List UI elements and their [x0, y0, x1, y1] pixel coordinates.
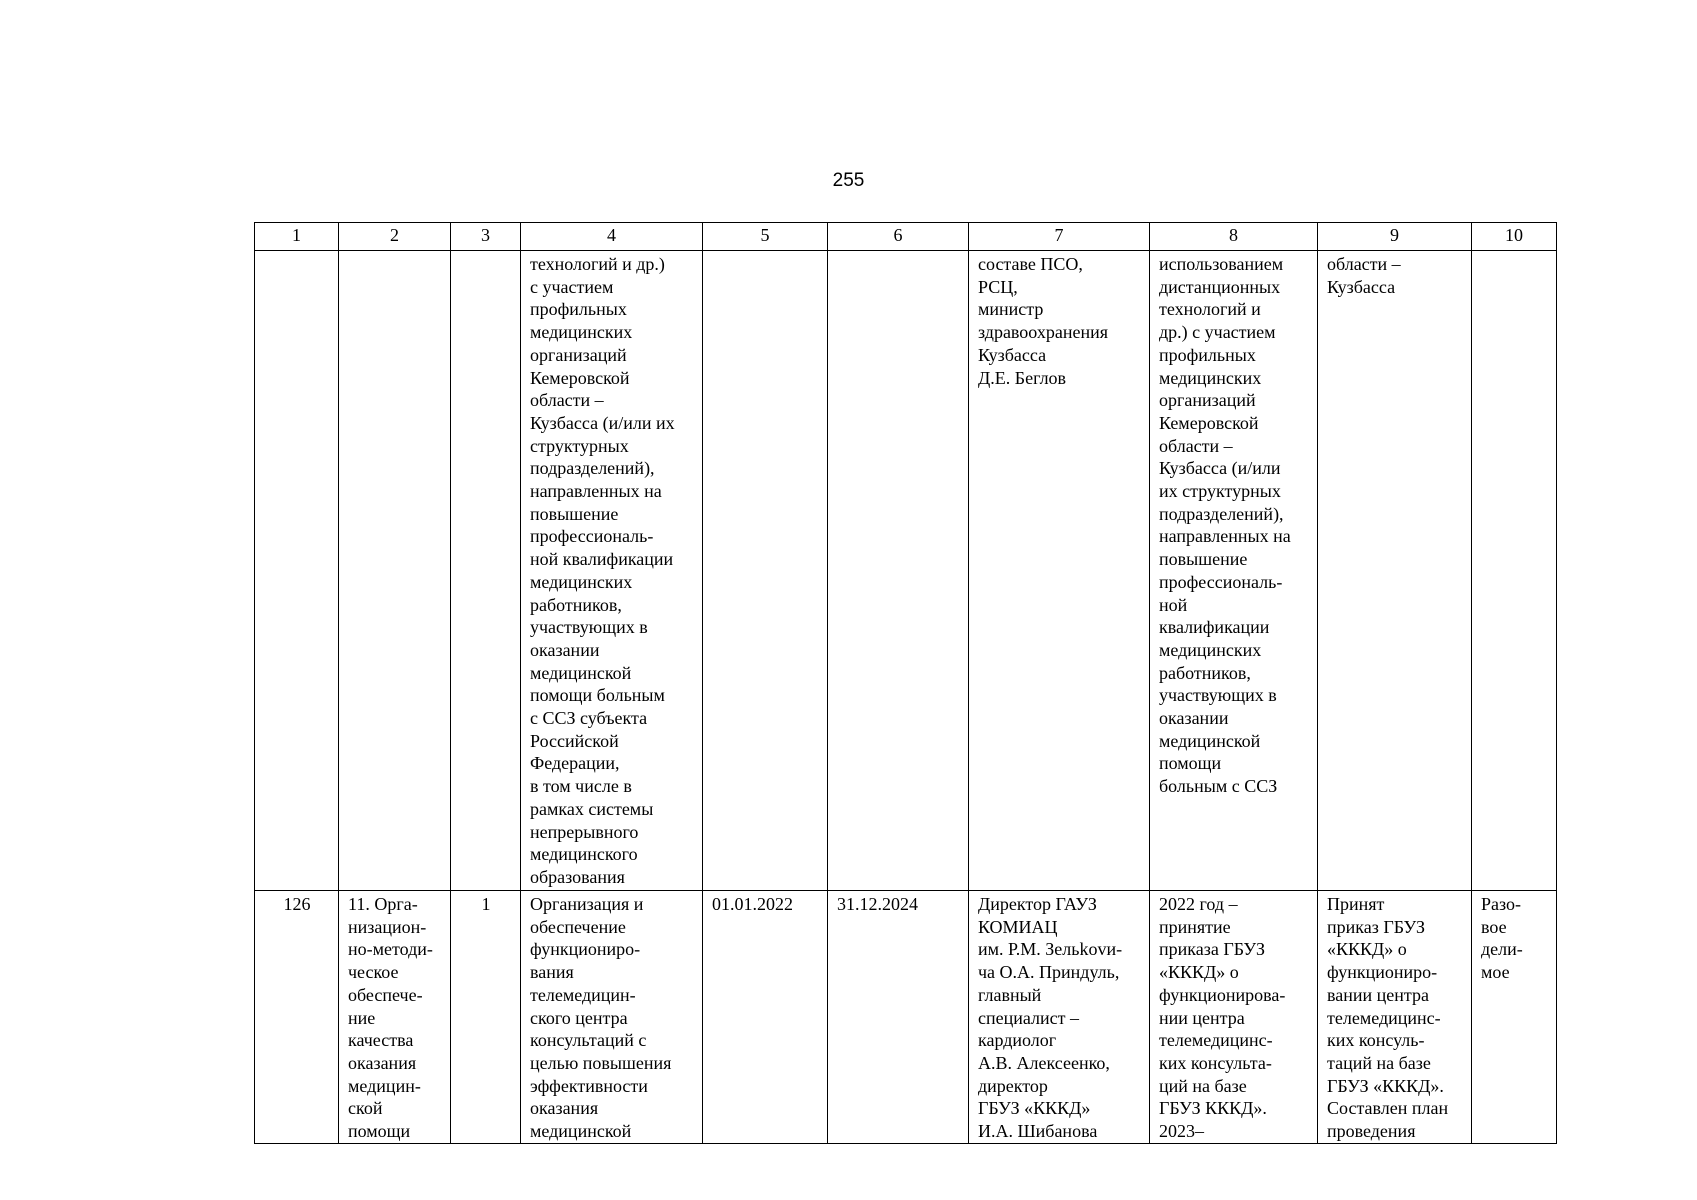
cell-number: 126	[255, 891, 339, 1144]
cell-type: Разо- вое дели- мое	[1472, 891, 1557, 1144]
cell-start-date	[703, 251, 828, 891]
cell-status: области – Кузбасса	[1318, 251, 1472, 891]
cell-type	[1472, 251, 1557, 891]
cell-end-date: 31.12.2024	[828, 891, 969, 1144]
column-header-8: 8	[1150, 223, 1318, 251]
column-header-7: 7	[969, 223, 1150, 251]
cell-number	[255, 251, 339, 891]
cell-activity: Организация и обеспечение функциониро- вания телемедицин- ского центра консультаций с целью повышения эффективности оказания медицинской	[521, 891, 703, 1144]
cell-task	[339, 251, 451, 891]
cell-result: 2022 год – принятие приказа ГБУЗ «КККД» о функционирова- нии центра телемедицинс- ких консульта- ций на базе ГБУЗ КККД». 2023–	[1150, 891, 1318, 1144]
table-row	[255, 251, 1557, 891]
column-header-6: 6	[828, 223, 969, 251]
table-header-row	[255, 223, 1557, 251]
cell-task: 11. Орга- низацион- но-методи- ческое обеспече- ние качества оказания медицин- ской помощи	[339, 891, 451, 1144]
column-header-2: 2	[339, 223, 451, 251]
cell-responsible: Директор ГАУЗ КОМИАЦ им. Р.М. Зельkovи- ча О.А. Приндуль, главный специалист – кардиолог А.В. Алексеенко, директор ГБУЗ «КККД» И.А. Шибанова	[969, 891, 1150, 1144]
cell-end-date	[828, 251, 969, 891]
page-number: 255	[832, 170, 865, 191]
cell-activity: технологий и др.) с участием профильных медицинских организаций Кемеровской области – Кузбасса (и/или их структурных подразделений), направленных на повышение профессиональ- ной квалификации медицинских работников, участвующих в оказании медицинской помощи больным с ССЗ субъекта Российской Федерации, в том числе в рамках системы непрерывного медицинского образования	[521, 251, 703, 891]
column-header-5: 5	[703, 223, 828, 251]
column-header-4: 4	[521, 223, 703, 251]
column-header-3: 3	[451, 223, 521, 251]
column-header-1: 1	[255, 223, 339, 251]
cell-start-date: 01.01.2022	[703, 891, 828, 1144]
column-header-9: 9	[1318, 223, 1472, 251]
cell-result: использованием дистанционных технологий и др.) с участием профильных медицинских организаций Кемеровской области – Кузбасса (и/или их структурных подразделений), направленных на повышение профессиональ- ной квалификации медицинских работников, участвующих в оказании медицинской помощи больным с ССЗ	[1150, 251, 1318, 891]
column-header-10: 10	[1472, 223, 1557, 251]
cell-status: Принят приказ ГБУЗ «КККД» о функциониро- вании центра телемедицинс- ких консуль- таций на базе ГБУЗ «КККД». Составлен план проведения	[1318, 891, 1472, 1144]
cell-index	[451, 251, 521, 891]
activities-table	[254, 222, 1557, 1144]
cell-index: 1	[451, 891, 521, 1144]
table-row	[255, 891, 1557, 1144]
cell-responsible: составе ПСО, РСЦ, министр здравоохранения Кузбасса Д.Е. Беглов	[969, 251, 1150, 891]
